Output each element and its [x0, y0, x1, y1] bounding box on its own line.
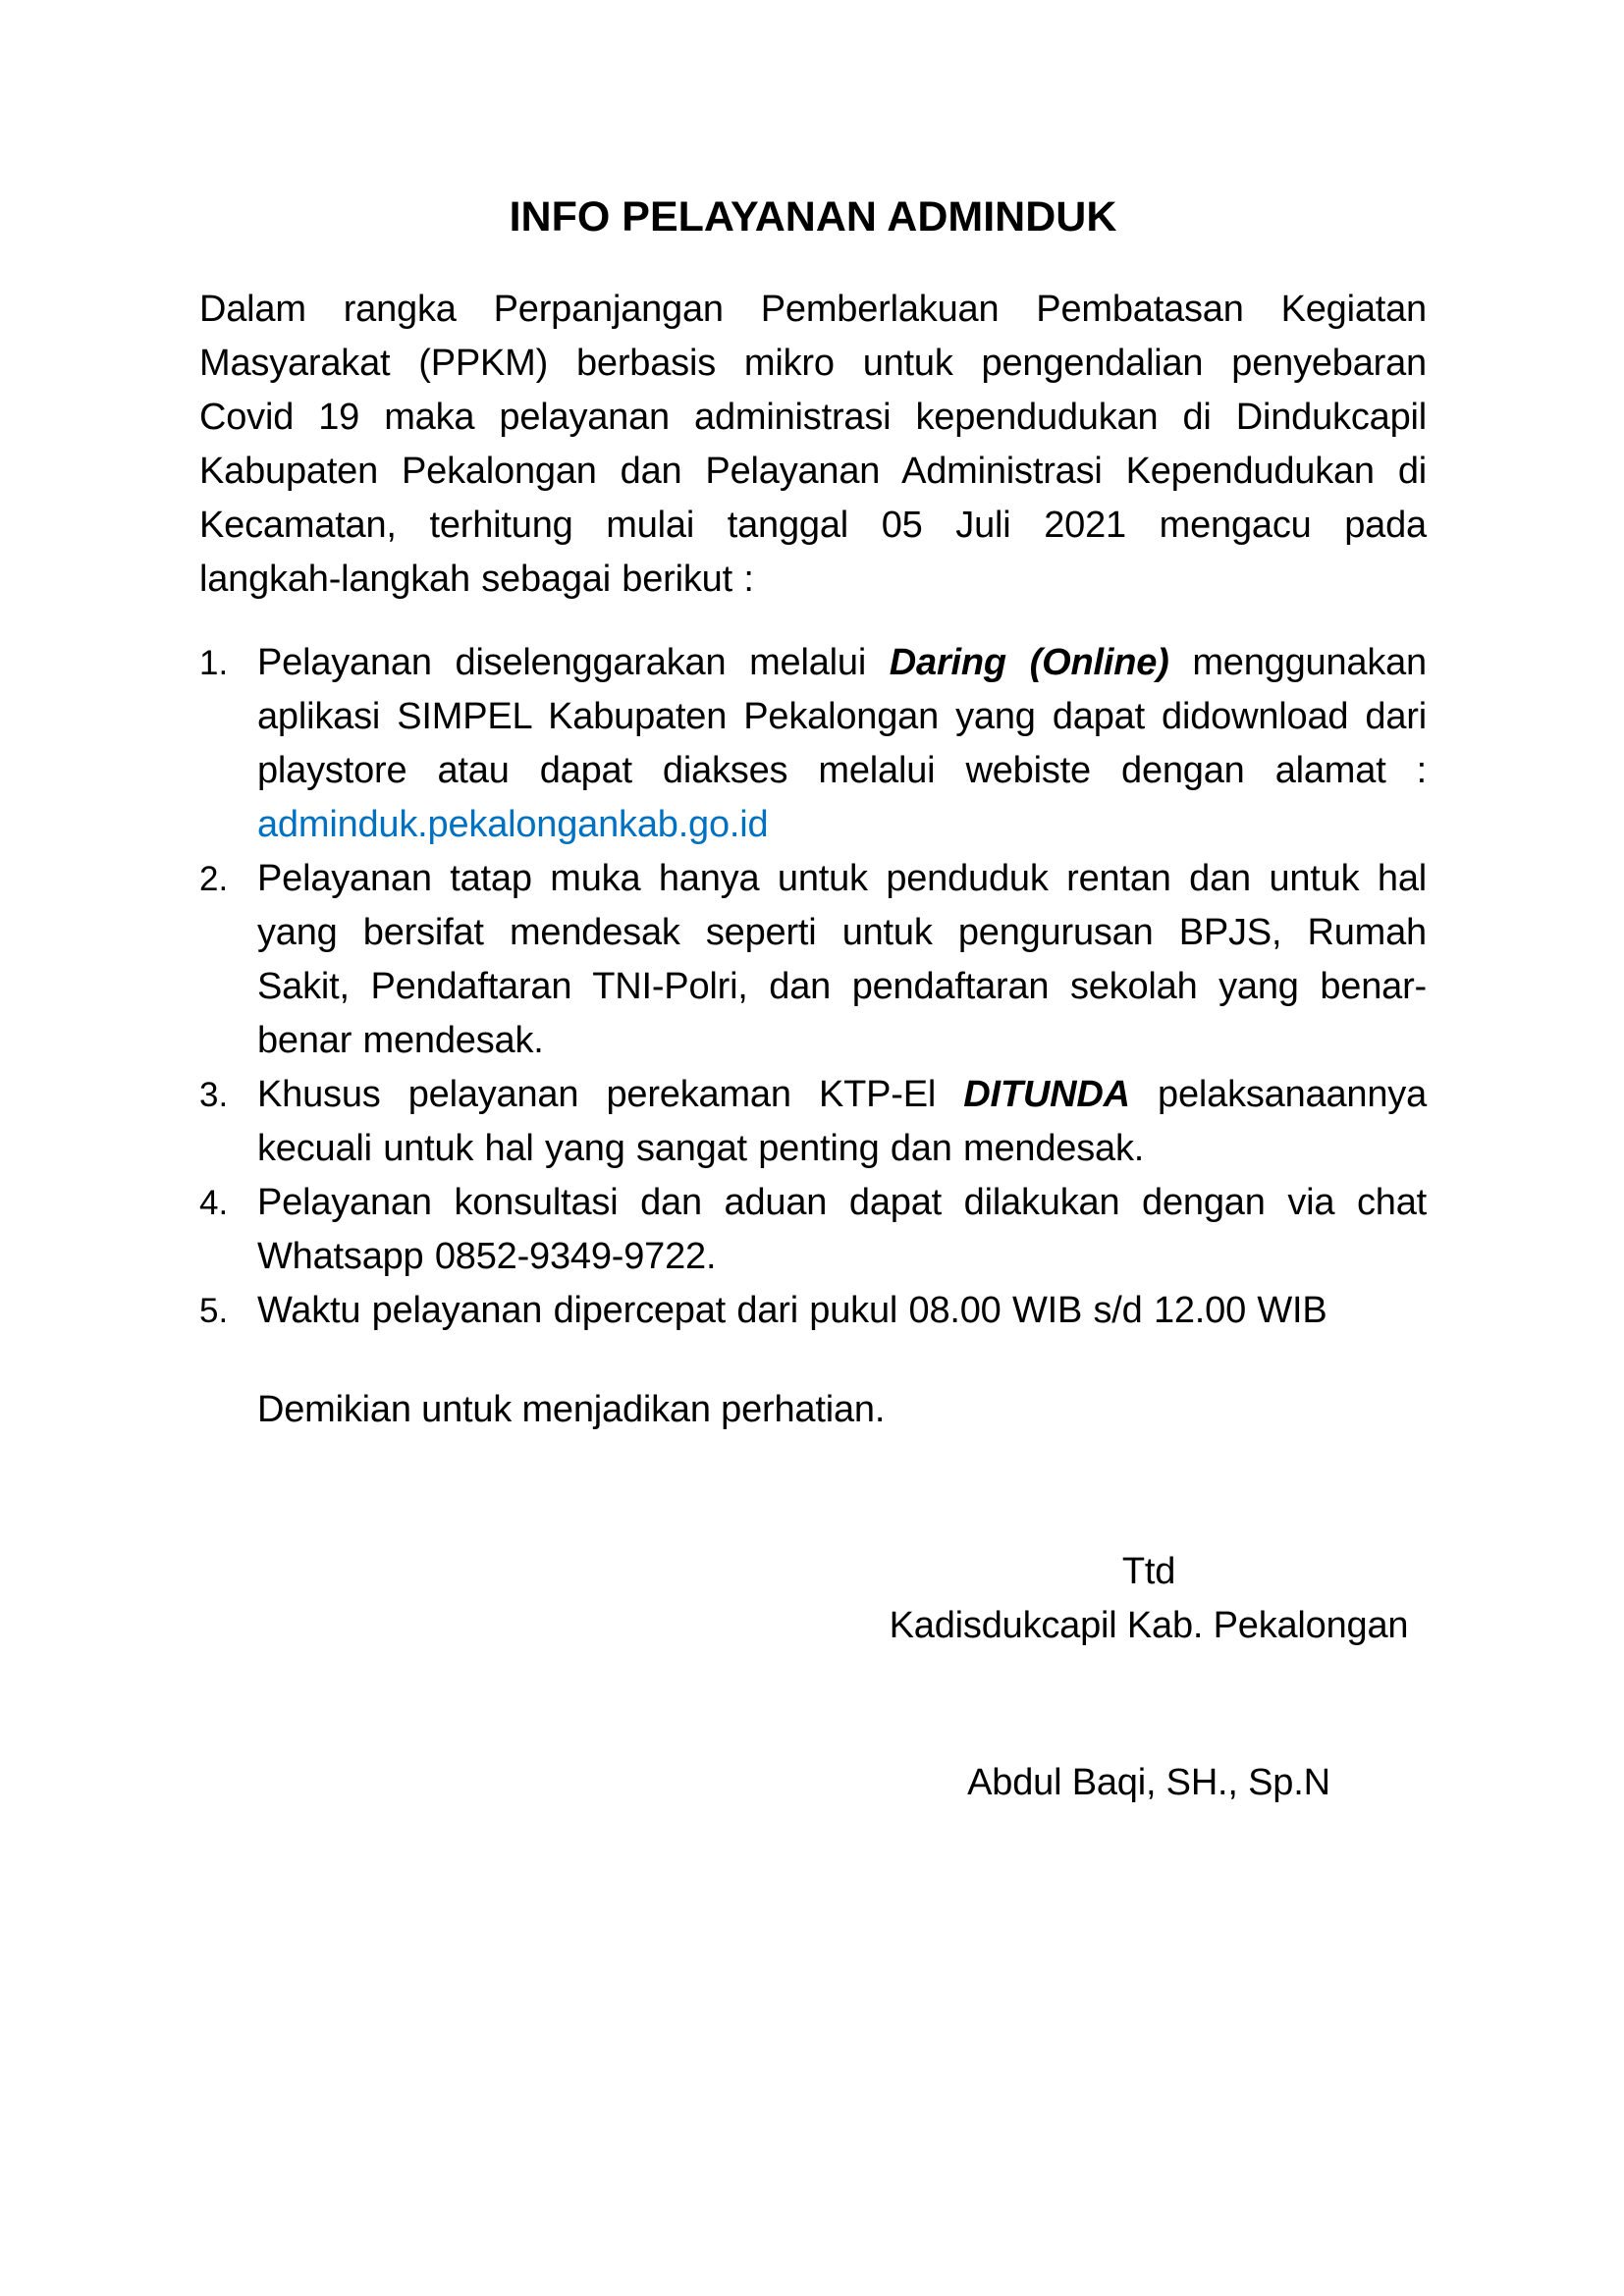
text-line — [257, 1068, 1427, 1122]
text-line — [199, 337, 1427, 391]
text-line — [257, 960, 1427, 1014]
text-segment: Whatsapp 0852-9349-9722. — [257, 1236, 717, 1277]
bold-italic-text: DITUNDA — [963, 1074, 1130, 1115]
text-line — [199, 553, 1427, 607]
signature-role: Kadisdukcapil Kab. Pekalongan — [889, 1605, 1409, 1646]
list-item — [199, 636, 1427, 852]
list-item — [199, 852, 1427, 1068]
text-line — [257, 1122, 1427, 1176]
text-line — [199, 445, 1427, 499]
document-content — [199, 192, 1427, 1810]
text-segment: Pelayanan konsultasi dan aduan dapat dilakukan dengan via chat — [257, 1182, 1427, 1223]
numbered-list — [199, 636, 1427, 1338]
list-item — [199, 1068, 1427, 1176]
list-item — [199, 1176, 1427, 1284]
text-segment: Pelayanan diselenggarakan melalui — [257, 642, 890, 683]
text-line — [199, 283, 1427, 337]
text-line — [257, 636, 1427, 690]
list-item — [199, 1284, 1427, 1338]
signature-block — [854, 1545, 1443, 1810]
text-segment: Kecamatan, terhitung mulai tanggal 05 Juli 2021 mengacu pada — [199, 505, 1427, 546]
text-segment: Sakit, Pendaftaran TNI-Polri, dan pendaftaran sekolah yang benar- — [257, 966, 1427, 1007]
text-segment: yang bersifat mendesak seperti untuk pengurusan BPJS, Rumah — [257, 912, 1427, 953]
text-line — [257, 744, 1427, 798]
text-segment: Pelayanan tatap muka hanya untuk penduduk rentan dan untuk hal — [257, 858, 1427, 899]
text-segment: langkah-langkah sebagai berikut : — [199, 559, 754, 600]
text-segment: benar mendesak. — [257, 1020, 544, 1061]
list-item-number: 4. — [199, 1184, 229, 1222]
text-line — [257, 906, 1427, 960]
text-segment: menggunakan — [1168, 642, 1427, 683]
closing-text: Demikian untuk menjadikan perhatian. — [257, 1389, 886, 1430]
bold-italic-text: Daring (Online) — [889, 642, 1169, 683]
text-line — [257, 690, 1427, 744]
adminduk-link[interactable]: adminduk.pekalongankab.go.id — [257, 804, 769, 845]
signature-name: Abdul Baqi, SH., Sp.N — [967, 1762, 1330, 1803]
text-segment: aplikasi SIMPEL Kabupaten Pekalongan yang dapat didownload dari — [257, 696, 1427, 737]
text-segment: Dalam rangka Perpanjangan Pemberlakuan Pembatasan Kegiatan — [199, 289, 1427, 330]
text-line — [257, 798, 1427, 852]
list-item-number: 1. — [199, 644, 229, 682]
text-segment: playstore atau dapat diakses melalui webiste dengan alamat : — [257, 750, 1427, 791]
text-segment: pelaksanaannya — [1129, 1074, 1428, 1115]
list-item-number: 5. — [199, 1292, 229, 1330]
text-line — [257, 1176, 1427, 1230]
intro-paragraph — [199, 283, 1427, 607]
text-line — [257, 1284, 1427, 1338]
text-line — [257, 1014, 1427, 1068]
signature-ttd: Ttd — [1121, 1551, 1176, 1592]
document-title: INFO PELAYANAN ADMINDUK — [509, 193, 1117, 240]
text-line — [257, 1230, 1427, 1284]
list-item-number: 3. — [199, 1076, 229, 1114]
text-segment: Khusus pelayanan perekaman KTP-El — [257, 1074, 964, 1115]
text-line — [257, 852, 1427, 906]
text-segment: Kabupaten Pekalongan dan Pelayanan Administrasi Kependudukan di — [199, 451, 1427, 492]
text-line — [199, 391, 1427, 445]
text-line — [199, 499, 1427, 553]
text-segment: Masyarakat (PPKM) berbasis mikro untuk pengendalian penyebaran — [199, 343, 1427, 384]
text-segment: kecuali untuk hal yang sangat penting dan mendesak. — [257, 1128, 1145, 1169]
text-segment: Covid 19 maka pelayanan administrasi kependudukan di Dindukcapil — [199, 397, 1427, 438]
text-segment: Waktu pelayanan dipercepat dari pukul 08.00 WIB s/d 12.00 WIB — [257, 1290, 1327, 1331]
list-item-number: 2. — [199, 860, 229, 898]
